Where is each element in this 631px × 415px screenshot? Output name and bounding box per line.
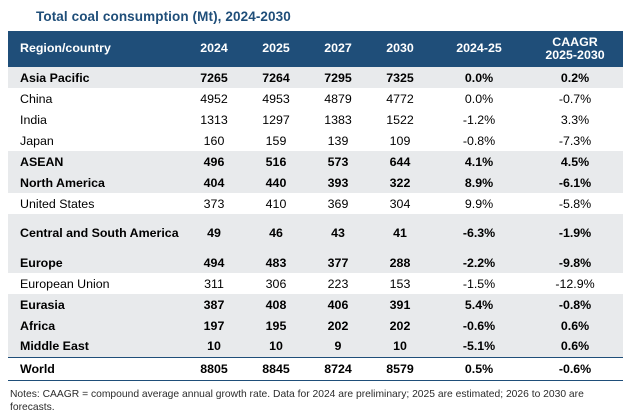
row-value: 494	[183, 252, 245, 273]
row-value: -6.3%	[431, 214, 527, 252]
table-row	[8, 151, 623, 172]
row-label: Asia Pacific	[8, 67, 183, 88]
row-value: 1522	[369, 109, 431, 130]
row-value: 202	[369, 315, 431, 336]
row-value: -2.2%	[431, 252, 527, 273]
row-value: 8845	[245, 357, 307, 380]
row-value: 644	[369, 151, 431, 172]
row-value: 377	[307, 252, 369, 273]
row-value: 4.1%	[431, 151, 527, 172]
table-row	[8, 214, 623, 252]
row-value: 7264	[245, 67, 307, 88]
row-label: India	[8, 109, 183, 130]
row-label: Middle East	[8, 336, 183, 357]
row-value: 391	[369, 294, 431, 315]
row-value: 10	[183, 336, 245, 357]
row-label: Africa	[8, 315, 183, 336]
table-row	[8, 67, 623, 88]
row-label: Japan	[8, 130, 183, 151]
row-value: 573	[307, 151, 369, 172]
row-value: 0.0%	[431, 88, 527, 109]
row-value: 406	[307, 294, 369, 315]
row-value: 288	[369, 252, 431, 273]
row-label: United States	[8, 193, 183, 214]
table-body	[8, 67, 623, 380]
column-header-2030: 2030	[369, 31, 431, 67]
row-value: 516	[245, 151, 307, 172]
table-notes: Notes: CAAGR = compound average annual growth rate. Data for 2024 are preliminary; 2025 are estimated; 2026 to 2030 are forecasts.	[10, 388, 620, 415]
coal-consumption-table	[8, 31, 623, 381]
row-value: -0.8%	[527, 294, 623, 315]
row-value: -6.1%	[527, 172, 623, 193]
table-row	[8, 315, 623, 336]
row-value: 43	[307, 214, 369, 252]
row-value: 8724	[307, 357, 369, 380]
row-value: 223	[307, 273, 369, 294]
row-value: 410	[245, 193, 307, 214]
row-value: 4.5%	[527, 151, 623, 172]
row-value: 139	[307, 130, 369, 151]
row-value: -5.8%	[527, 193, 623, 214]
row-value: 41	[369, 214, 431, 252]
table-row	[8, 193, 623, 214]
row-label: North America	[8, 172, 183, 193]
caagr-header-line2: 2025-2030	[545, 48, 604, 62]
row-value: 373	[183, 193, 245, 214]
row-value: 195	[245, 315, 307, 336]
column-header-2025: 2025	[245, 31, 307, 67]
row-value: 322	[369, 172, 431, 193]
row-value: 0.5%	[431, 357, 527, 380]
column-header-2024: 2024	[183, 31, 245, 67]
row-value: 393	[307, 172, 369, 193]
row-value: 404	[183, 172, 245, 193]
column-header-2027: 2027	[307, 31, 369, 67]
row-label: China	[8, 88, 183, 109]
row-value: 159	[245, 130, 307, 151]
row-value: 0.2%	[527, 67, 623, 88]
row-value: 8579	[369, 357, 431, 380]
row-label: World	[8, 357, 183, 380]
row-value: 197	[183, 315, 245, 336]
row-value: 4952	[183, 88, 245, 109]
row-value: 10	[245, 336, 307, 357]
row-value: 5.4%	[431, 294, 527, 315]
row-value: 8805	[183, 357, 245, 380]
row-value: -0.8%	[431, 130, 527, 151]
table-header	[8, 31, 623, 67]
row-value: 7325	[369, 67, 431, 88]
row-value: -0.6%	[527, 357, 623, 380]
row-value: 440	[245, 172, 307, 193]
row-value: 483	[245, 252, 307, 273]
row-value: 1297	[245, 109, 307, 130]
row-value: -9.8%	[527, 252, 623, 273]
row-value: -0.6%	[431, 315, 527, 336]
column-header-region: Region/country	[8, 31, 183, 67]
table-row	[8, 172, 623, 193]
row-value: 4953	[245, 88, 307, 109]
row-value: 10	[369, 336, 431, 357]
row-label: Europe	[8, 252, 183, 273]
table-row	[8, 109, 623, 130]
row-value: 49	[183, 214, 245, 252]
row-value: -1.5%	[431, 273, 527, 294]
table-row	[8, 294, 623, 315]
table-header-row	[8, 31, 623, 67]
row-value: -12.9%	[527, 273, 623, 294]
row-value: 496	[183, 151, 245, 172]
row-value: 4879	[307, 88, 369, 109]
row-value: -7.3%	[527, 130, 623, 151]
row-value: 311	[183, 273, 245, 294]
row-value: -1.2%	[431, 109, 527, 130]
row-value: 9	[307, 336, 369, 357]
row-value: 7265	[183, 67, 245, 88]
row-value: 202	[307, 315, 369, 336]
row-value: 369	[307, 193, 369, 214]
row-label: Eurasia	[8, 294, 183, 315]
row-value: 1383	[307, 109, 369, 130]
table-row	[8, 252, 623, 273]
row-value: 109	[369, 130, 431, 151]
row-value: -5.1%	[431, 336, 527, 357]
caagr-header-line1: CAAGR	[552, 35, 597, 49]
column-header-caagr	[527, 31, 623, 67]
column-header-growth-2024-25: 2024-25	[431, 31, 527, 67]
table-row	[8, 273, 623, 294]
row-value: 153	[369, 273, 431, 294]
row-label: Central and South America	[8, 214, 183, 252]
row-value: 387	[183, 294, 245, 315]
table-row	[8, 88, 623, 109]
row-value: 0.6%	[527, 315, 623, 336]
row-value: 408	[245, 294, 307, 315]
row-value: -1.9%	[527, 214, 623, 252]
row-label: ASEAN	[8, 151, 183, 172]
row-value: 7295	[307, 67, 369, 88]
row-value: 0.0%	[431, 67, 527, 88]
row-value: 160	[183, 130, 245, 151]
table-row	[8, 336, 623, 357]
row-value: 1313	[183, 109, 245, 130]
row-value: -0.7%	[527, 88, 623, 109]
table-row	[8, 357, 623, 380]
row-value: 8.9%	[431, 172, 527, 193]
row-value: 306	[245, 273, 307, 294]
page-title: Total coal consumption (Mt), 2024-2030	[36, 9, 623, 24]
row-value: 46	[245, 214, 307, 252]
row-value: 9.9%	[431, 193, 527, 214]
row-value: 0.6%	[527, 336, 623, 357]
table-row	[8, 130, 623, 151]
row-value: 3.3%	[527, 109, 623, 130]
row-label: European Union	[8, 273, 183, 294]
row-value: 304	[369, 193, 431, 214]
row-value: 4772	[369, 88, 431, 109]
